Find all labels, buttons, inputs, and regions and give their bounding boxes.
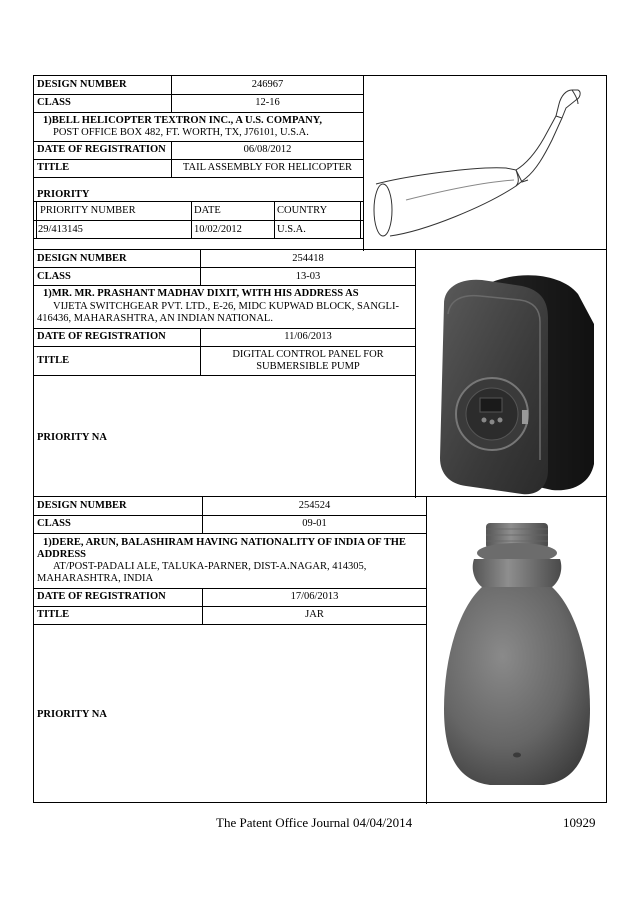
title-label: TITLE <box>37 162 70 173</box>
design-number-value: 254524 <box>298 500 331 511</box>
date-label: DATE OF REGISTRATION <box>37 331 166 342</box>
class-value: 12-16 <box>255 97 280 108</box>
applicant-line-4: MAHARASHTRA, INDIA <box>37 573 154 584</box>
applicant-line-1: 1)MR. MR. PRASHANT MADHAV DIXIT, WITH HIS ADDRESS AS <box>43 288 359 299</box>
control-panel-photo <box>422 264 602 496</box>
design-number-label: DESIGN NUMBER <box>37 79 127 90</box>
class-value: 13-03 <box>295 271 321 282</box>
jar-photo <box>430 519 604 801</box>
design-record-1 <box>33 75 607 250</box>
priority-header-number: PRIORITY NUMBER <box>40 205 136 216</box>
journal-footer: The Patent Office Journal 04/04/2014 <box>216 815 413 830</box>
title-value-line-1: DIGITAL CONTROL PANEL FOR <box>232 349 384 360</box>
priority-number: 29/413145 <box>38 224 83 235</box>
priority-header-country: COUNTRY <box>277 205 328 216</box>
title-value: JAR <box>305 609 324 620</box>
design-record-3 <box>33 496 607 803</box>
priority-country: U.S.A. <box>277 224 306 235</box>
class-label: CLASS <box>37 97 71 108</box>
priority-na: PRIORITY NA <box>37 432 107 443</box>
date-label: DATE OF REGISTRATION <box>37 591 166 602</box>
applicant-line-2: POST OFFICE BOX 482, FT. WORTH, TX, J76101, U.S.A. <box>53 127 309 138</box>
title-label: TITLE <box>37 609 70 620</box>
title-label: TITLE <box>37 355 70 366</box>
class-label: CLASS <box>37 518 71 529</box>
date-value: 06/08/2012 <box>243 144 292 155</box>
applicant-line-3: AT/POST-PADALI ALE, TALUKA-PARNER, DIST-A.NAGAR, 414305, <box>53 561 367 572</box>
date-label: DATE OF REGISTRATION <box>37 144 166 155</box>
class-label: CLASS <box>37 271 71 282</box>
design-number-label: DESIGN NUMBER <box>37 500 127 511</box>
tail-assembly-drawing <box>366 86 604 246</box>
page-number: 10929 <box>563 815 596 830</box>
class-value: 09-01 <box>302 518 327 529</box>
applicant-line-1: 1)DERE, ARUN, BALASHIRAM HAVING NATIONALITY OF INDIA OF THE <box>43 537 406 548</box>
title-value-line-2: SUBMERSIBLE PUMP <box>256 361 360 372</box>
applicant-line-3: 416436, MAHARASHTRA, AN INDIAN NATIONAL. <box>37 313 273 324</box>
priority-header-date: DATE <box>194 205 221 216</box>
date-value: 11/06/2013 <box>284 331 332 342</box>
applicant-line-1: 1)BELL HELICOPTER TEXTRON INC., A U.S. COMPANY, <box>43 115 322 126</box>
design-number-value: 254418 <box>292 253 324 264</box>
priority-date: 10/02/2012 <box>194 224 242 235</box>
priority-na: PRIORITY NA <box>37 709 107 720</box>
applicant-line-2: VIJETA SWITCHGEAR PVT. LTD., E-26, MIDC KUPWAD BLOCK, SANGLI- <box>53 301 399 312</box>
priority-label: PRIORITY <box>37 189 90 200</box>
design-number-value: 246967 <box>251 79 284 90</box>
design-record-2 <box>33 249 607 497</box>
design-number-label: DESIGN NUMBER <box>37 253 127 264</box>
date-value: 17/06/2013 <box>290 591 339 602</box>
title-value: TAIL ASSEMBLY FOR HELICOPTER <box>182 162 353 173</box>
applicant-line-2: ADDRESS <box>37 549 87 560</box>
